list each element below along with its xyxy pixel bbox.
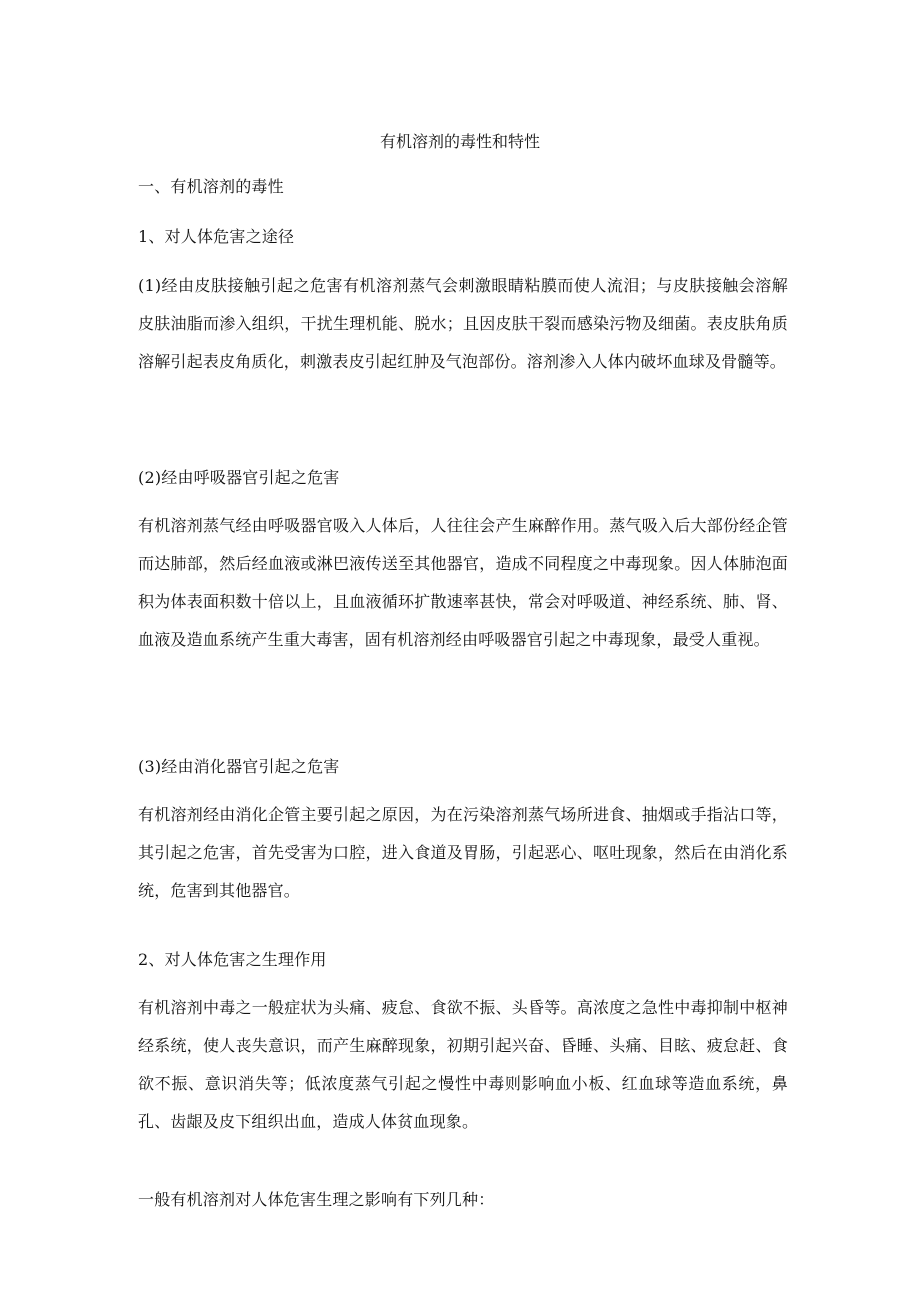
subheading-physiological-effects: 2、对人体危害之生理作用: [138, 950, 327, 969]
paragraph-physiological-effects: 有机溶剂中毒之一般症状为头痛、疲怠、食欲不振、头昏等。高浓度之急性中毒抑制中枢神经系统，使人丧失意识，而产生麻醉现象，初期引起兴奋、昏睡、头痛、目眩、疲怠赶、食欲不振、意识消失等；低浓度蒸气引起之慢性中毒则影响血小板、红血球等造血系统，鼻孔、齿龈及皮下组织出血，造成人体贫血现象。: [138, 998, 788, 1131]
section-heading-toxicity: 一、有机溶剂的毒性: [138, 177, 284, 196]
paragraph-respiratory: 有机溶剂蒸气经由呼吸器官吸入人体后，人往往会产生麻醉作用。蒸气吸入后大部份经企管而达肺部，然后经血液或淋巴液传送至其他器官，造成不同程度之中毒现象。因人体肺泡面积为体表面积数十倍以上，且血液循环扩散速率甚快，常会对呼吸道、神经系统、肺、肾、血液及造血系统产生重大毒害，固有机溶剂经由呼吸器官引起之中毒现象，最受人重视。: [138, 516, 788, 649]
paragraph-skin-contact: (1)经由皮肤接触引起之危害有机溶剂蒸气会刺激眼睛粘膜而使人流泪；与皮肤接触会溶解皮肤油脂而渗入组织，干扰生理机能、脱水；且因皮肤干裂而感染污物及细菌。表皮肤角质溶解引起表皮角质化，刺激表皮引起红肿及气泡部份。溶剂渗入人体内破坏血球及骨髓等。: [138, 276, 788, 371]
subheading-respiratory: (2)经由呼吸器官引起之危害: [138, 468, 340, 487]
document-title: 有机溶剂的毒性和特性: [379, 132, 540, 151]
subheading-digestive: (3)经由消化器官引起之危害: [138, 757, 340, 776]
paragraph-digestive: 有机溶剂经由消化企管主要引起之原因，为在污染溶剂蒸气场所进食、抽烟或手指沾口等，其引起之危害，首先受害为口腔，进入食道及胃肠，引起恶心、呕吐现象，然后在由消化系统，危害到其他器官。: [138, 805, 788, 900]
subheading-hazard-routes: 1、对人体危害之途径: [138, 227, 295, 246]
paragraph-effects-list-intro: 一般有机溶剂对人体危害生理之影响有下列几种：: [138, 1190, 495, 1209]
